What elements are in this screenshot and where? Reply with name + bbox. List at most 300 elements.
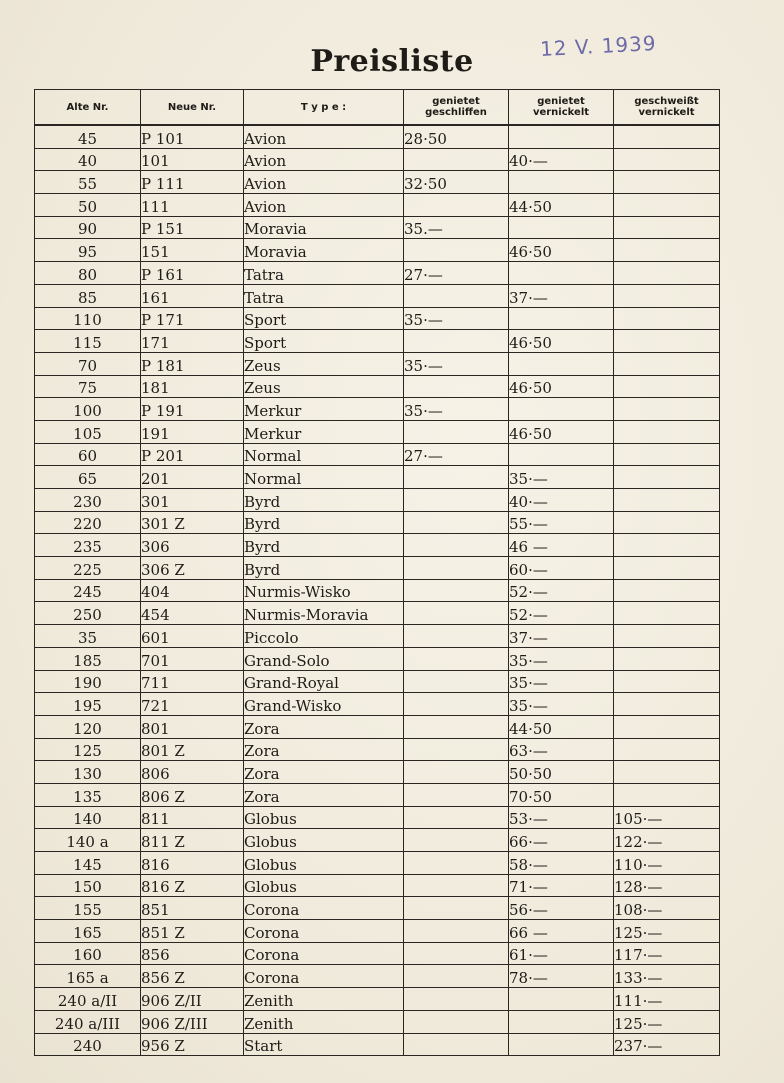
- cell-price-geschweisst-vernickelt: 105·—: [614, 806, 720, 829]
- cell-type: Byrd: [244, 557, 404, 580]
- cell-price-geschweisst-vernickelt: [614, 579, 720, 602]
- cell-price-genietet-geschliffen: [404, 557, 509, 580]
- cell-price-genietet-vernickelt: 35·—: [509, 670, 614, 693]
- table-row: [35, 647, 720, 670]
- cell-price-geschweisst-vernickelt: [614, 557, 720, 580]
- cell-type: Byrd: [244, 489, 404, 512]
- cell-price-genietet-geschliffen: [404, 602, 509, 625]
- table-row: [35, 965, 720, 988]
- table-row: [35, 783, 720, 806]
- cell-neue-nr: 201: [141, 466, 244, 489]
- table-row: [35, 534, 720, 557]
- cell-price-geschweisst-vernickelt: 111·—: [614, 988, 720, 1011]
- cell-neue-nr: 801 Z: [141, 738, 244, 761]
- cell-price-geschweisst-vernickelt: [614, 738, 720, 761]
- cell-price-genietet-vernickelt: 66·—: [509, 829, 614, 852]
- table-row: [35, 829, 720, 852]
- cell-price-geschweisst-vernickelt: [614, 420, 720, 443]
- cell-alte-nr: 110: [35, 307, 141, 330]
- cell-price-genietet-vernickelt: [509, 171, 614, 194]
- cell-type: Merkur: [244, 398, 404, 421]
- cell-price-genietet-vernickelt: 35·—: [509, 647, 614, 670]
- table-row: [35, 330, 720, 353]
- cell-type: Nurmis-Moravia: [244, 602, 404, 625]
- cell-price-genietet-geschliffen: 28·50: [404, 125, 509, 148]
- cell-type: Avion: [244, 171, 404, 194]
- cell-price-geschweisst-vernickelt: [614, 443, 720, 466]
- cell-price-geschweisst-vernickelt: 125·—: [614, 1010, 720, 1033]
- cell-type: Avion: [244, 125, 404, 148]
- cell-type: Corona: [244, 942, 404, 965]
- cell-price-genietet-vernickelt: 37·—: [509, 284, 614, 307]
- cell-type: Zeus: [244, 375, 404, 398]
- cell-alte-nr: 160: [35, 942, 141, 965]
- column-header-line: genietet: [537, 96, 585, 107]
- cell-alte-nr: 105: [35, 420, 141, 443]
- cell-alte-nr: 240: [35, 1033, 141, 1056]
- cell-price-genietet-geschliffen: [404, 783, 509, 806]
- cell-price-genietet-geschliffen: 27·—: [404, 262, 509, 285]
- cell-price-genietet-vernickelt: [509, 988, 614, 1011]
- cell-price-genietet-geschliffen: 32·50: [404, 171, 509, 194]
- cell-price-genietet-vernickelt: 52·—: [509, 602, 614, 625]
- table-body: [35, 125, 720, 1056]
- cell-price-genietet-vernickelt: 40·—: [509, 489, 614, 512]
- cell-price-genietet-vernickelt: 52·—: [509, 579, 614, 602]
- table-row: [35, 1010, 720, 1033]
- cell-price-genietet-geschliffen: 35.—: [404, 216, 509, 239]
- cell-price-genietet-vernickelt: [509, 1033, 614, 1056]
- cell-price-geschweisst-vernickelt: [614, 670, 720, 693]
- cell-price-genietet-geschliffen: [404, 239, 509, 262]
- table-row: [35, 602, 720, 625]
- table-row: [35, 398, 720, 421]
- cell-alte-nr: 140: [35, 806, 141, 829]
- cell-price-geschweisst-vernickelt: [614, 194, 720, 217]
- cell-price-genietet-vernickelt: 70·50: [509, 783, 614, 806]
- cell-neue-nr: 811: [141, 806, 244, 829]
- cell-type: Globus: [244, 852, 404, 875]
- cell-price-genietet-vernickelt: 66 —: [509, 920, 614, 943]
- table-row: [35, 194, 720, 217]
- cell-price-genietet-geschliffen: 35·—: [404, 398, 509, 421]
- cell-neue-nr: 111: [141, 194, 244, 217]
- table-row: [35, 171, 720, 194]
- cell-alte-nr: 70: [35, 352, 141, 375]
- table-row: [35, 239, 720, 262]
- cell-price-genietet-vernickelt: 35·—: [509, 693, 614, 716]
- cell-neue-nr: 306 Z: [141, 557, 244, 580]
- cell-alte-nr: 50: [35, 194, 141, 217]
- cell-neue-nr: 701: [141, 647, 244, 670]
- cell-type: Zenith: [244, 1010, 404, 1033]
- table-row: [35, 489, 720, 512]
- cell-alte-nr: 250: [35, 602, 141, 625]
- cell-type: Sport: [244, 330, 404, 353]
- cell-price-geschweisst-vernickelt: [614, 511, 720, 534]
- cell-price-genietet-geschliffen: [404, 330, 509, 353]
- table-row: [35, 988, 720, 1011]
- cell-alte-nr: 40: [35, 148, 141, 171]
- table-row: [35, 557, 720, 580]
- table-row: [35, 942, 720, 965]
- cell-price-geschweisst-vernickelt: [614, 239, 720, 262]
- cell-neue-nr: P 101: [141, 125, 244, 148]
- cell-alte-nr: 75: [35, 375, 141, 398]
- cell-type: Piccolo: [244, 625, 404, 648]
- cell-alte-nr: 45: [35, 125, 141, 148]
- cell-neue-nr: 721: [141, 693, 244, 716]
- cell-price-genietet-vernickelt: 50·50: [509, 761, 614, 784]
- column-header-genietet-geschliffen: [404, 90, 509, 126]
- cell-price-genietet-geschliffen: [404, 829, 509, 852]
- cell-type: Zeus: [244, 352, 404, 375]
- cell-price-genietet-vernickelt: 60·—: [509, 557, 614, 580]
- cell-neue-nr: P 171: [141, 307, 244, 330]
- cell-price-genietet-geschliffen: [404, 511, 509, 534]
- cell-price-geschweisst-vernickelt: [614, 284, 720, 307]
- cell-price-genietet-vernickelt: [509, 352, 614, 375]
- cell-neue-nr: 454: [141, 602, 244, 625]
- cell-alte-nr: 130: [35, 761, 141, 784]
- cell-neue-nr: 161: [141, 284, 244, 307]
- cell-price-genietet-vernickelt: 40·—: [509, 148, 614, 171]
- table-row: [35, 670, 720, 693]
- column-header-typ: T y p e :: [244, 90, 404, 126]
- cell-price-genietet-vernickelt: 63·—: [509, 738, 614, 761]
- cell-neue-nr: P 201: [141, 443, 244, 466]
- cell-price-genietet-geschliffen: [404, 761, 509, 784]
- cell-neue-nr: 956 Z: [141, 1033, 244, 1056]
- table-row: [35, 693, 720, 716]
- cell-price-genietet-vernickelt: 55·—: [509, 511, 614, 534]
- cell-neue-nr: 811 Z: [141, 829, 244, 852]
- cell-type: Sport: [244, 307, 404, 330]
- cell-price-genietet-geschliffen: 35·—: [404, 352, 509, 375]
- cell-alte-nr: 240 a/III: [35, 1010, 141, 1033]
- cell-price-geschweisst-vernickelt: 133·—: [614, 965, 720, 988]
- cell-price-geschweisst-vernickelt: 125·—: [614, 920, 720, 943]
- cell-price-genietet-geschliffen: [404, 625, 509, 648]
- cell-neue-nr: P 111: [141, 171, 244, 194]
- cell-type: Merkur: [244, 420, 404, 443]
- cell-alte-nr: 155: [35, 897, 141, 920]
- cell-price-genietet-vernickelt: [509, 125, 614, 148]
- cell-price-genietet-geschliffen: [404, 988, 509, 1011]
- cell-price-geschweisst-vernickelt: 117·—: [614, 942, 720, 965]
- table-row: [35, 761, 720, 784]
- cell-neue-nr: 151: [141, 239, 244, 262]
- cell-price-geschweisst-vernickelt: [614, 216, 720, 239]
- cell-type: Globus: [244, 829, 404, 852]
- table-row: [35, 352, 720, 375]
- cell-alte-nr: 145: [35, 852, 141, 875]
- cell-price-genietet-geschliffen: [404, 852, 509, 875]
- cell-neue-nr: 601: [141, 625, 244, 648]
- cell-type: Avion: [244, 194, 404, 217]
- cell-type: Zora: [244, 783, 404, 806]
- cell-price-genietet-vernickelt: 44·50: [509, 194, 614, 217]
- cell-alte-nr: 190: [35, 670, 141, 693]
- cell-price-genietet-vernickelt: 46·50: [509, 420, 614, 443]
- cell-price-geschweisst-vernickelt: [614, 307, 720, 330]
- cell-price-genietet-vernickelt: [509, 1010, 614, 1033]
- table-row: [35, 625, 720, 648]
- cell-type: Zenith: [244, 988, 404, 1011]
- cell-price-geschweisst-vernickelt: [614, 375, 720, 398]
- cell-alte-nr: 90: [35, 216, 141, 239]
- cell-price-genietet-geschliffen: [404, 738, 509, 761]
- table-row: [35, 806, 720, 829]
- cell-price-genietet-geschliffen: [404, 670, 509, 693]
- cell-neue-nr: 171: [141, 330, 244, 353]
- cell-price-genietet-geschliffen: [404, 874, 509, 897]
- table-header-row: [35, 90, 720, 126]
- cell-price-genietet-vernickelt: 46 —: [509, 534, 614, 557]
- cell-neue-nr: 851: [141, 897, 244, 920]
- cell-price-genietet-geschliffen: [404, 284, 509, 307]
- cell-price-genietet-vernickelt: 37·—: [509, 625, 614, 648]
- cell-price-geschweisst-vernickelt: 108·—: [614, 897, 720, 920]
- cell-price-geschweisst-vernickelt: 122·—: [614, 829, 720, 852]
- cell-neue-nr: 711: [141, 670, 244, 693]
- cell-price-genietet-vernickelt: 44·50: [509, 715, 614, 738]
- cell-price-genietet-vernickelt: [509, 216, 614, 239]
- cell-neue-nr: 404: [141, 579, 244, 602]
- page-title: Preisliste: [310, 44, 474, 79]
- cell-neue-nr: 856 Z: [141, 965, 244, 988]
- cell-type: Moravia: [244, 216, 404, 239]
- cell-price-geschweisst-vernickelt: 128·—: [614, 874, 720, 897]
- table-row: [35, 738, 720, 761]
- table-row: [35, 284, 720, 307]
- cell-price-geschweisst-vernickelt: [614, 148, 720, 171]
- cell-price-geschweisst-vernickelt: [614, 534, 720, 557]
- cell-price-geschweisst-vernickelt: [614, 352, 720, 375]
- cell-price-genietet-geschliffen: [404, 806, 509, 829]
- cell-price-genietet-geschliffen: [404, 534, 509, 557]
- table-row: [35, 443, 720, 466]
- cell-price-geschweisst-vernickelt: [614, 602, 720, 625]
- cell-neue-nr: 906 Z/II: [141, 988, 244, 1011]
- cell-alte-nr: 140 a: [35, 829, 141, 852]
- cell-price-genietet-vernickelt: 61·—: [509, 942, 614, 965]
- table-row: [35, 511, 720, 534]
- cell-price-geschweisst-vernickelt: [614, 761, 720, 784]
- cell-price-geschweisst-vernickelt: [614, 466, 720, 489]
- column-header-line: geschweißt: [634, 96, 699, 107]
- cell-alte-nr: 85: [35, 284, 141, 307]
- cell-price-genietet-vernickelt: 56·—: [509, 897, 614, 920]
- cell-neue-nr: 851 Z: [141, 920, 244, 943]
- cell-type: Zora: [244, 715, 404, 738]
- cell-alte-nr: 165: [35, 920, 141, 943]
- cell-neue-nr: 306: [141, 534, 244, 557]
- table-row: [35, 148, 720, 171]
- table-row: [35, 262, 720, 285]
- cell-type: Zora: [244, 761, 404, 784]
- column-header-line: geschliffen: [425, 107, 487, 118]
- cell-neue-nr: 301 Z: [141, 511, 244, 534]
- cell-price-genietet-geschliffen: [404, 466, 509, 489]
- cell-alte-nr: 120: [35, 715, 141, 738]
- cell-alte-nr: 125: [35, 738, 141, 761]
- column-header-alt: Alte Nr.: [35, 90, 141, 126]
- cell-neue-nr: P 151: [141, 216, 244, 239]
- cell-type: Start: [244, 1033, 404, 1056]
- cell-alte-nr: 80: [35, 262, 141, 285]
- table-row: [35, 125, 720, 148]
- cell-price-geschweisst-vernickelt: [614, 783, 720, 806]
- cell-type: Grand-Solo: [244, 647, 404, 670]
- cell-alte-nr: 165 a: [35, 965, 141, 988]
- cell-type: Moravia: [244, 239, 404, 262]
- cell-price-genietet-vernickelt: 35·—: [509, 466, 614, 489]
- table-row: [35, 852, 720, 875]
- cell-price-geschweisst-vernickelt: [614, 262, 720, 285]
- cell-price-genietet-geschliffen: [404, 194, 509, 217]
- cell-price-genietet-geschliffen: 35·—: [404, 307, 509, 330]
- cell-price-genietet-vernickelt: 78·—: [509, 965, 614, 988]
- cell-alte-nr: 115: [35, 330, 141, 353]
- table-row: [35, 579, 720, 602]
- cell-price-genietet-geschliffen: [404, 375, 509, 398]
- cell-type: Corona: [244, 965, 404, 988]
- column-header-neu: Neue Nr.: [141, 90, 244, 126]
- cell-type: Normal: [244, 443, 404, 466]
- cell-neue-nr: 806: [141, 761, 244, 784]
- cell-neue-nr: 816 Z: [141, 874, 244, 897]
- cell-neue-nr: P 191: [141, 398, 244, 421]
- cell-neue-nr: 806 Z: [141, 783, 244, 806]
- cell-alte-nr: 240 a/II: [35, 988, 141, 1011]
- cell-type: Grand-Royal: [244, 670, 404, 693]
- cell-neue-nr: 101: [141, 148, 244, 171]
- cell-alte-nr: 185: [35, 647, 141, 670]
- table-row: [35, 216, 720, 239]
- cell-alte-nr: 235: [35, 534, 141, 557]
- cell-price-geschweisst-vernickelt: [614, 693, 720, 716]
- cell-type: Nurmis-Wisko: [244, 579, 404, 602]
- table-row: [35, 420, 720, 443]
- cell-price-geschweisst-vernickelt: [614, 398, 720, 421]
- cell-price-geschweisst-vernickelt: [614, 625, 720, 648]
- cell-price-genietet-vernickelt: 46·50: [509, 330, 614, 353]
- cell-price-genietet-geschliffen: [404, 579, 509, 602]
- cell-price-genietet-geschliffen: [404, 420, 509, 443]
- cell-price-genietet-geschliffen: [404, 1010, 509, 1033]
- cell-type: Globus: [244, 874, 404, 897]
- cell-price-genietet-geschliffen: [404, 897, 509, 920]
- cell-type: Tatra: [244, 262, 404, 285]
- cell-neue-nr: 801: [141, 715, 244, 738]
- cell-price-genietet-geschliffen: [404, 148, 509, 171]
- cell-neue-nr: 181: [141, 375, 244, 398]
- column-header-line: vernickelt: [532, 107, 590, 118]
- cell-neue-nr: 816: [141, 852, 244, 875]
- cell-price-genietet-vernickelt: 53·—: [509, 806, 614, 829]
- cell-type: Avion: [244, 148, 404, 171]
- cell-price-geschweisst-vernickelt: [614, 489, 720, 512]
- cell-price-genietet-geschliffen: [404, 489, 509, 512]
- cell-price-geschweisst-vernickelt: [614, 330, 720, 353]
- price-table: [34, 89, 720, 1056]
- column-header-line: genietet: [432, 96, 480, 107]
- cell-type: Normal: [244, 466, 404, 489]
- cell-neue-nr: 301: [141, 489, 244, 512]
- cell-price-genietet-vernickelt: 46·50: [509, 375, 614, 398]
- column-header-line: vernickelt: [638, 107, 695, 118]
- cell-alte-nr: 135: [35, 783, 141, 806]
- cell-type: Tatra: [244, 284, 404, 307]
- table-row: [35, 466, 720, 489]
- cell-type: Corona: [244, 920, 404, 943]
- cell-neue-nr: 906 Z/III: [141, 1010, 244, 1033]
- table-row: [35, 897, 720, 920]
- cell-price-geschweisst-vernickelt: [614, 125, 720, 148]
- cell-alte-nr: 220: [35, 511, 141, 534]
- cell-alte-nr: 55: [35, 171, 141, 194]
- cell-alte-nr: 225: [35, 557, 141, 580]
- cell-neue-nr: 856: [141, 942, 244, 965]
- table-row: [35, 375, 720, 398]
- cell-price-geschweisst-vernickelt: [614, 647, 720, 670]
- cell-price-genietet-vernickelt: 46·50: [509, 239, 614, 262]
- cell-price-genietet-vernickelt: [509, 262, 614, 285]
- cell-type: Zora: [244, 738, 404, 761]
- cell-price-genietet-geschliffen: [404, 920, 509, 943]
- table-row: [35, 715, 720, 738]
- table-row: [35, 1033, 720, 1056]
- table-row: [35, 920, 720, 943]
- cell-type: Globus: [244, 806, 404, 829]
- cell-type: Byrd: [244, 534, 404, 557]
- column-header-genietet-vernickelt: [509, 90, 614, 126]
- cell-alte-nr: 95: [35, 239, 141, 262]
- cell-price-genietet-vernickelt: [509, 443, 614, 466]
- cell-price-genietet-geschliffen: [404, 942, 509, 965]
- cell-price-genietet-geschliffen: 27·—: [404, 443, 509, 466]
- table-row: [35, 307, 720, 330]
- cell-price-genietet-geschliffen: [404, 715, 509, 738]
- cell-alte-nr: 150: [35, 874, 141, 897]
- cell-alte-nr: 65: [35, 466, 141, 489]
- cell-price-genietet-vernickelt: [509, 307, 614, 330]
- cell-alte-nr: 195: [35, 693, 141, 716]
- table-row: [35, 874, 720, 897]
- cell-price-genietet-geschliffen: [404, 693, 509, 716]
- cell-price-genietet-vernickelt: [509, 398, 614, 421]
- cell-price-geschweisst-vernickelt: 237·—: [614, 1033, 720, 1056]
- cell-price-genietet-geschliffen: [404, 647, 509, 670]
- cell-type: Byrd: [244, 511, 404, 534]
- date-stamp: 12 V. 1939: [539, 30, 658, 62]
- cell-type: Grand-Wisko: [244, 693, 404, 716]
- cell-neue-nr: 191: [141, 420, 244, 443]
- cell-alte-nr: 100: [35, 398, 141, 421]
- cell-price-genietet-geschliffen: [404, 1033, 509, 1056]
- cell-alte-nr: 35: [35, 625, 141, 648]
- cell-price-genietet-geschliffen: [404, 965, 509, 988]
- cell-neue-nr: P 161: [141, 262, 244, 285]
- cell-price-genietet-vernickelt: 71·—: [509, 874, 614, 897]
- cell-neue-nr: P 181: [141, 352, 244, 375]
- column-header-geschweisst-vernickelt: [614, 90, 720, 126]
- cell-price-geschweisst-vernickelt: [614, 171, 720, 194]
- cell-alte-nr: 230: [35, 489, 141, 512]
- cell-price-geschweisst-vernickelt: 110·—: [614, 852, 720, 875]
- cell-alte-nr: 245: [35, 579, 141, 602]
